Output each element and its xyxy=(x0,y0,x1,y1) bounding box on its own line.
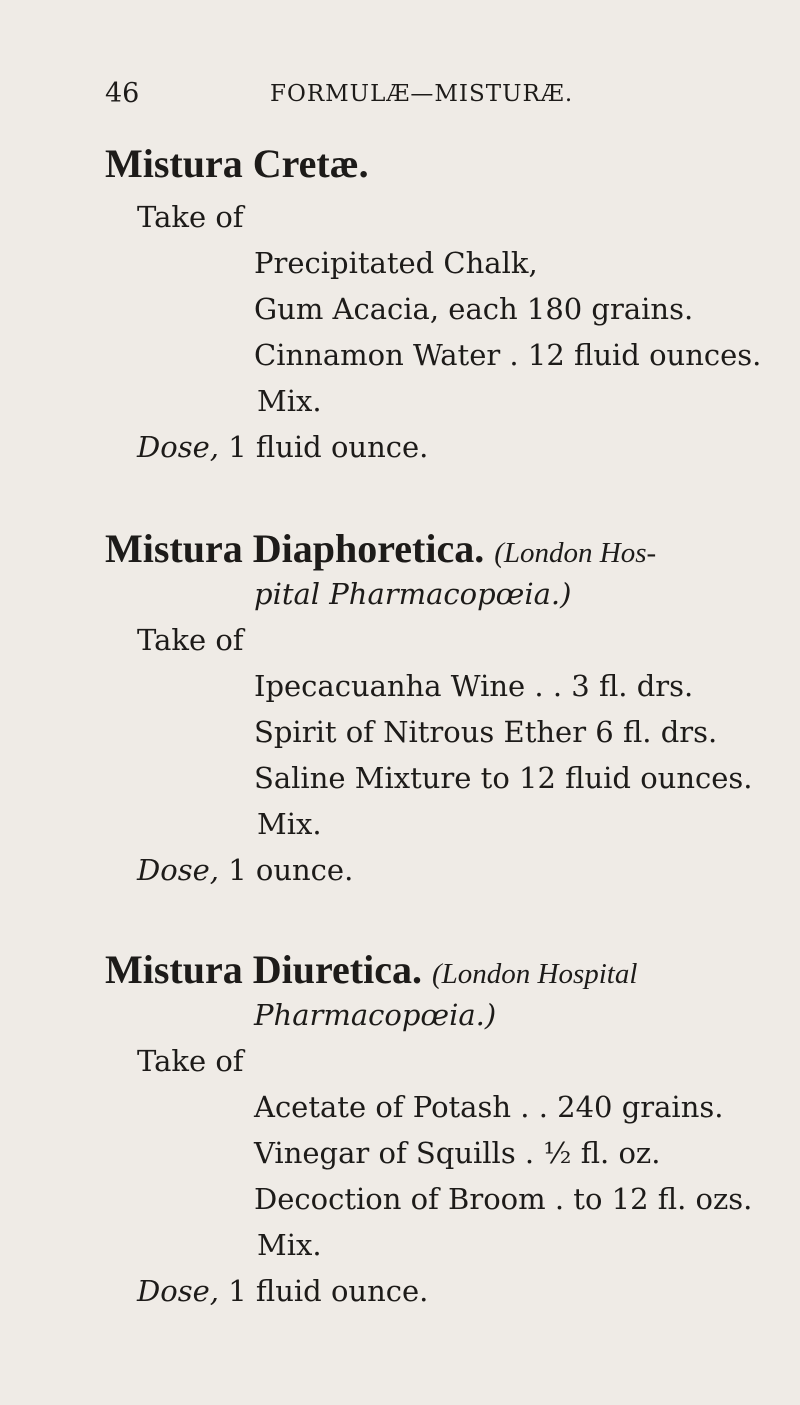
take-of-label: Take of xyxy=(137,623,244,657)
dose-value: 1 fluid ounce. xyxy=(218,430,429,464)
page-header xyxy=(105,78,765,118)
ingredient-line: Cinnamon Water . 12 fluid ounces. xyxy=(254,338,762,372)
ingredient-line: Vinegar of Squills . ½ fl. oz. xyxy=(254,1136,661,1170)
recipe-source-continued: Pharmacopœia.) xyxy=(254,998,497,1032)
recipe-title-text: Mistura Diaphoretica. xyxy=(105,526,485,571)
mix-instruction: Mix. xyxy=(257,807,322,841)
running-title: FORMULÆ—MISTURÆ. xyxy=(270,81,574,107)
recipe-title xyxy=(105,946,637,993)
take-of-label: Take of xyxy=(137,200,244,234)
recipe-title xyxy=(105,525,656,572)
page-number: 46 xyxy=(105,78,140,109)
ingredient-line: Ipecacuanha Wine . . 3 fl. drs. xyxy=(254,669,694,703)
recipe-source: (London Hospital xyxy=(431,958,638,990)
dose-label: Dose, xyxy=(137,1274,219,1308)
recipe-source: (London Hos- xyxy=(494,537,657,569)
recipe-title: Mistura Cretæ. xyxy=(105,141,369,186)
ingredient-line: Saline Mixture to 12 fluid ounces. xyxy=(254,761,753,795)
dose-line xyxy=(137,853,353,887)
recipe-title-text: Mistura Diuretica. xyxy=(105,947,422,992)
ingredient-line: Spirit of Nitrous Ether 6 fl. drs. xyxy=(254,715,718,749)
ingredient-line: Acetate of Potash . . 240 grains. xyxy=(254,1090,724,1124)
ingredient-line: Gum Acacia, each 180 grains. xyxy=(254,292,694,326)
dose-label: Dose, xyxy=(137,853,219,887)
dose-value: 1 fluid ounce. xyxy=(218,1274,429,1308)
dose-label: Dose, xyxy=(137,430,219,464)
mix-instruction: Mix. xyxy=(257,1228,322,1262)
recipe-source-continued: pital Pharmacopœia.) xyxy=(254,577,572,611)
dose-line xyxy=(137,1274,428,1308)
mix-instruction: Mix. xyxy=(257,384,322,418)
ingredient-line: Precipitated Chalk, xyxy=(254,246,538,280)
dose-value: 1 ounce. xyxy=(218,853,354,887)
take-of-label: Take of xyxy=(137,1044,244,1078)
ingredient-line: Decoction of Broom . to 12 fl. ozs. xyxy=(254,1182,753,1216)
dose-line xyxy=(137,430,428,464)
